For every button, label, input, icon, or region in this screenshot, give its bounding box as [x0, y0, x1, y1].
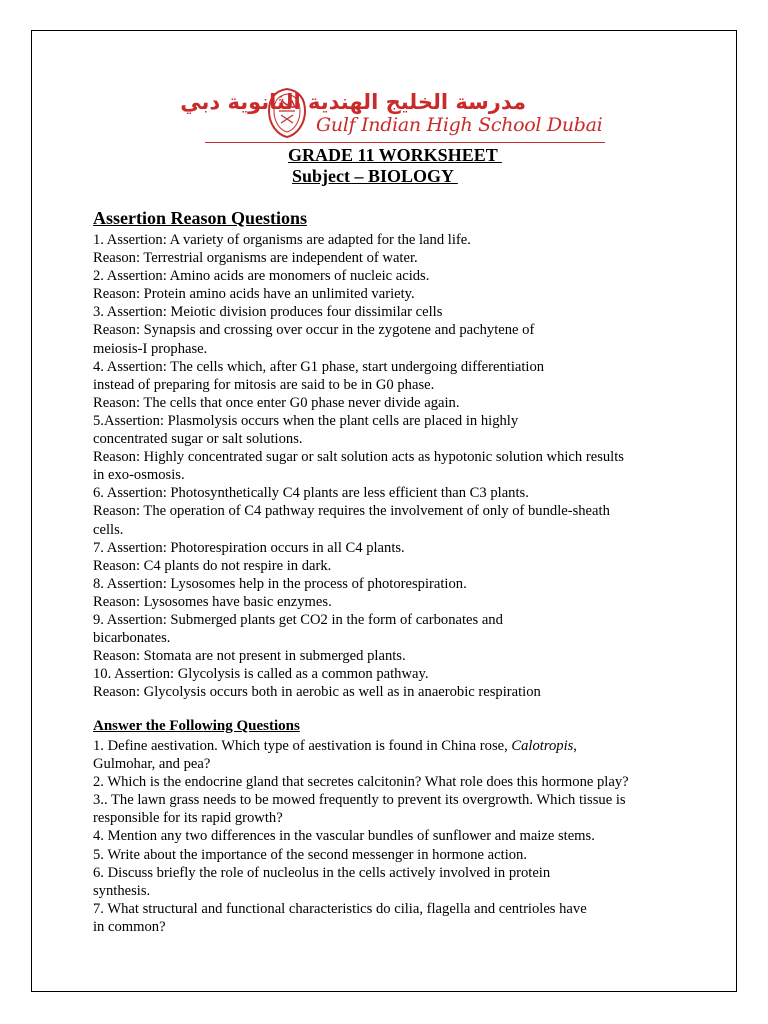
text-line: concentrated sugar or salt solutions.	[93, 431, 303, 448]
worksheet-subject: Subject – BIOLOGY	[292, 166, 458, 186]
text-line: 4. Assertion: The cells which, after G1 phase, start undergoing differentiation	[93, 358, 545, 375]
text-line: meiosis-I prophase.	[93, 340, 208, 357]
text-line: Reason: Terrestrial organisms are independent of water.	[93, 250, 418, 267]
text-line: Reason: The cells that once enter G0 phase never divide again.	[93, 394, 460, 411]
text-line: 8. Assertion: Lysosomes help in the process of photorespiration.	[93, 575, 467, 592]
question-text: 1. Define aestivation. Which type of aestivation is found in China rose,	[93, 738, 512, 754]
text-line: 3.. The lawn grass needs to be mowed frequently to prevent its overgrowth. Which tissue is	[93, 792, 626, 809]
header-divider	[205, 142, 605, 143]
text-line: 5. Write about the importance of the second messenger in hormone action.	[93, 846, 527, 863]
text-line: Reason: Synapsis and crossing over occur in the zygotene and pachytene of	[93, 322, 535, 339]
school-name-arabic: مدرسة الخليج الهندية الثانوية دبي	[180, 90, 526, 114]
text-line: Reason: Protein amino acids have an unlimited variety.	[93, 286, 415, 303]
text-line: in common?	[93, 918, 166, 935]
question-line	[93, 737, 723, 755]
text-line: 5.Assertion: Plasmolysis occurs when the plant cells are placed in highly	[93, 412, 519, 429]
text-line: 1. Assertion: A variety of organisms are adapted for the land life.	[93, 232, 471, 248]
text-line: Reason: Stomata are not present in submerged plants.	[93, 648, 406, 665]
text-line: Reason: Lysosomes have basic enzymes.	[93, 593, 332, 610]
text-line: bicarbonates.	[93, 630, 171, 647]
italic-term: Calotropis,	[511, 738, 577, 754]
text-line: Reason: Highly concentrated sugar or salt solution acts as hypotonic solution which results	[93, 449, 624, 466]
assertion-reason-list	[93, 231, 723, 701]
text-line: Reason: The operation of C4 pathway requires the involvement of only of bundle-sheath	[93, 503, 610, 520]
text-line: 6. Assertion: Photosynthetically C4 plants are less efficient than C3 plants.	[93, 485, 529, 502]
text-line: 4. Mention any two differences in the vascular bundles of sunflower and maize stems.	[93, 828, 595, 845]
school-logo	[180, 87, 603, 143]
text-line: instead of preparing for mitosis are said to be in G0 phase.	[93, 376, 435, 393]
text-line: synthesis.	[93, 882, 151, 899]
school-name-english: Gulf Indian High School Dubai	[316, 114, 603, 136]
text-line: 10. Assertion: Glycolysis is called as a common pathway.	[93, 666, 429, 683]
text-line: cells.	[93, 521, 124, 538]
questions-list	[93, 737, 723, 936]
text-line: 6. Discuss briefly the role of nucleolus in the cells actively involved in protein	[93, 864, 551, 881]
text-line: in exo-osmosis.	[93, 467, 185, 484]
text-line: 2. Assertion: Amino acids are monomers of nucleic acids.	[93, 268, 430, 285]
text-line: 7. Assertion: Photorespiration occurs in all C4 plants.	[93, 539, 405, 556]
section-heading-assertion-reason: Assertion Reason Questions	[93, 208, 308, 228]
section-heading-questions: Answer the Following Questions	[93, 718, 300, 734]
text-line: 9. Assertion: Submerged plants get CO2 in the form of carbonates and	[93, 611, 503, 628]
text-line: Reason: Glycolysis occurs both in aerobic as well as in anaerobic respiration	[93, 684, 541, 701]
text-line: 2. Which is the endocrine gland that secretes calcitonin? What role does this hormone play?	[93, 774, 629, 791]
text-line: 7. What structural and functional characteristics do cilia, flagella and centrioles have	[93, 900, 587, 917]
worksheet-title: GRADE 11 WORKSHEET	[288, 145, 502, 165]
text-line: responsible for its rapid growth?	[93, 810, 283, 827]
text-line: Reason: C4 plants do not respire in dark.	[93, 557, 332, 574]
text-line: 3. Assertion: Meiotic division produces four dissimilar cells	[93, 304, 443, 321]
text-line: Gulmohar, and pea?	[93, 756, 211, 773]
